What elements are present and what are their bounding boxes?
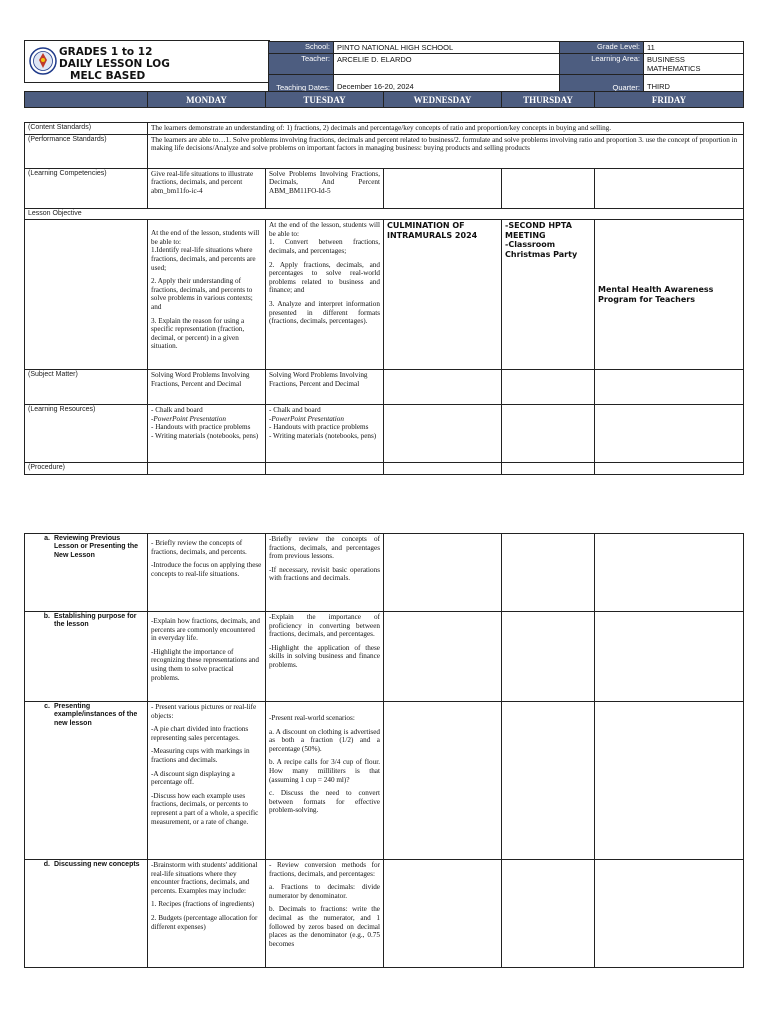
procedures-table bbox=[24, 533, 744, 968]
res-tue-2: -PowerPoint Presentation bbox=[269, 414, 344, 423]
subject-monday: Solving Word Problems Involving Fractions, Percent and Decimal bbox=[148, 370, 266, 405]
competencies-label: (Learning Competencies) bbox=[25, 168, 148, 208]
procedure-b-thursday bbox=[502, 612, 595, 702]
proc-d-tue-1: - Review conversion methods for fractions, decimals, and percentages: bbox=[269, 861, 380, 878]
proc-c-mon-5: -Discuss how each example uses fractions, decimals, or percents to represent a part of a whole, a specific measurement, or a rate of change. bbox=[151, 791, 259, 826]
res-mon-3: - Handouts with practice problems bbox=[151, 423, 251, 432]
proc-a-tue-1: -Briefly review the concepts of fractions, decimals, and percentages from previous lessons. bbox=[269, 535, 380, 561]
competency-monday: Give real-life situations to illustrate fractions, decimals, and percent abm_bm11fo-ic-4 bbox=[148, 168, 266, 208]
resources-thursday bbox=[502, 405, 595, 463]
procedure-c-letter: c. bbox=[44, 703, 50, 710]
proc-d-mon-3: 2. Budgets (percentage allocation for different expenses) bbox=[151, 913, 258, 931]
procedure-b-monday bbox=[148, 612, 266, 702]
procedure-a-monday bbox=[148, 534, 266, 612]
procedure-row-c bbox=[25, 702, 744, 860]
deped-seal-icon bbox=[29, 47, 57, 75]
proc-c-mon-1: - Present various pictures or real-life objects: bbox=[151, 703, 257, 720]
day-header-blank bbox=[25, 92, 148, 108]
procedure-c-monday bbox=[148, 702, 266, 860]
procedure-b-letter: b. bbox=[43, 613, 50, 620]
proc-d-mon-2: 1. Recipes (fractions of ingredients) bbox=[151, 900, 255, 909]
proc-d-mon-1: -Brainstorm with students' additional real-life situations where they encounter fractions, decimals, and percents. Examples may include: bbox=[151, 861, 258, 895]
procedure-a-letter: a. bbox=[44, 535, 50, 542]
procedure-row-d bbox=[25, 860, 744, 968]
procedure-b-text: Establishing purpose for the lesson bbox=[54, 613, 137, 629]
school-label: School: bbox=[269, 42, 334, 54]
content-standards-label: (Content Standards) bbox=[25, 123, 148, 135]
proc-a-mon-1: - Briefly review the concepts of fractions, decimals, and percents. bbox=[151, 539, 247, 556]
procedure-thursday bbox=[502, 463, 595, 475]
quarter-label: Quarter: bbox=[560, 75, 644, 93]
info-table bbox=[268, 41, 744, 93]
procedure-row-a bbox=[25, 534, 744, 612]
objective-tuesday bbox=[266, 220, 384, 370]
competency-friday bbox=[595, 168, 744, 208]
proc-b-mon-2: -Highlight the importance of recognizing these representations and using them to solve practical problems. bbox=[151, 647, 259, 682]
procedure-friday bbox=[595, 463, 744, 475]
res-mon-1: - Chalk and board bbox=[151, 406, 203, 415]
day-thursday: THURSDAY bbox=[502, 92, 595, 108]
proc-a-tue-2: -If necessary, revisit basic operations with fractions and decimals. bbox=[269, 565, 380, 583]
dates-value: December 16-20, 2024 bbox=[334, 75, 560, 93]
subject-thursday bbox=[502, 370, 595, 405]
competency-thursday bbox=[502, 168, 595, 208]
mental-health-text: Mental Health Awareness Program for Teachers bbox=[598, 285, 714, 304]
day-wednesday: WEDNESDAY bbox=[384, 92, 502, 108]
procedure-c-text: Presenting example/instances of the new lesson bbox=[54, 703, 138, 727]
procedure-b-label bbox=[25, 612, 148, 702]
teacher-value: ARCELIE D. ELARDO bbox=[334, 54, 560, 75]
objective-monday bbox=[148, 220, 266, 370]
performance-standards-label: (Performance Standards) bbox=[25, 134, 148, 168]
objective-mon-2: 2. Apply their understanding of fractions, decimals, and percents to solve problems in various contexts; and bbox=[151, 277, 253, 311]
procedure-a-text: Reviewing Previous Lesson or Presenting the New Lesson bbox=[54, 535, 139, 559]
proc-c-tue-1: -Present real-world scenarios: bbox=[269, 714, 355, 722]
objective-thursday bbox=[502, 220, 595, 370]
res-mon-2: -PowerPoint Presentation bbox=[151, 414, 226, 423]
title-box bbox=[24, 40, 270, 83]
competency-tuesday: Solve Problems Involving Fractions, Decimals, And Percent ABM_BM11FO-Id-5 bbox=[266, 168, 384, 208]
proc-b-tue-1: -Explain the importance of proficiency in converting between fractions, decimals, and percentages. bbox=[269, 613, 380, 639]
procedure-tuesday bbox=[266, 463, 384, 475]
title-line-3: MELC BASED bbox=[70, 70, 146, 82]
res-mon-4: - Writing materials (notebooks, pens) bbox=[151, 431, 259, 440]
procedure-d-thursday bbox=[502, 860, 595, 968]
objective-mon-1: At the end of the lesson, students will be able to: 1.Identify real-life situations where fractions, decimals, and percents are used; bbox=[151, 229, 260, 272]
performance-standards: The learners are able to…1. Solve problems involving fractions, decimals and percent related to business/2. formulate and solve problems involving ratio and proportion 3. use the concept of proportion in making life decisions/Analyze and solve problems on important factors in managing business: buying products and selling products bbox=[148, 134, 744, 168]
procedure-c-label bbox=[25, 702, 148, 860]
resources-label: (Learning Resources) bbox=[25, 405, 148, 463]
proc-d-tue-2: a. Fractions to decimals: divide numerator by denominator. bbox=[269, 883, 380, 900]
title-line-2: DAILY LESSON LOG bbox=[59, 58, 170, 70]
intramurals-text: CULMINATION OF INTRAMURALS 2024 bbox=[387, 221, 478, 240]
christmas-party-text: -Classroom Christmas Party bbox=[505, 240, 578, 259]
res-tue-3: - Handouts with practice problems bbox=[269, 423, 369, 432]
proc-c-mon-4: -A discount sign displaying a percentage off. bbox=[151, 769, 235, 787]
objective-tue-3: 3. Analyze and interpret information presented in different formats (fractions, decimals, percentages). bbox=[269, 299, 380, 326]
objective-wednesday bbox=[384, 220, 502, 370]
school-value: PINTO NATIONAL HIGH SCHOOL bbox=[334, 42, 560, 54]
res-tue-1: - Chalk and board bbox=[269, 406, 321, 415]
proc-a-mon-2: -Introduce the focus on applying these concepts to real-life situations. bbox=[151, 561, 262, 578]
procedure-d-label bbox=[25, 860, 148, 968]
grade-value: 11 bbox=[644, 42, 744, 54]
procedure-a-friday bbox=[595, 534, 744, 612]
area-label: Learning Area: bbox=[560, 54, 644, 75]
objective-friday bbox=[595, 220, 744, 370]
proc-b-tue-2: -Highlight the application of these skills in solving business and finance problems. bbox=[269, 643, 380, 669]
objective-mon-3: 3. Explain the reason for using a specific representation (fraction, decimal, or percent) in a given situation. bbox=[151, 316, 245, 351]
procedure-monday bbox=[148, 463, 266, 475]
quarter-value: THIRD bbox=[644, 75, 744, 93]
resources-friday bbox=[595, 405, 744, 463]
objective-tue-2: 2. Apply fractions, decimals, and percentages to solve real-world problems related to business and finance; and bbox=[269, 260, 380, 295]
grade-label: Grade Level: bbox=[560, 42, 644, 54]
procedure-c-wednesday bbox=[384, 702, 502, 860]
lesson-objective-label: Lesson Objective bbox=[25, 208, 744, 220]
procedure-d-letter: d. bbox=[43, 861, 50, 868]
area-value: BUSINESS MATHEMATICS bbox=[644, 54, 744, 75]
resources-wednesday bbox=[384, 405, 502, 463]
header bbox=[24, 40, 743, 92]
proc-b-mon-1: -Explain how fractions, decimals, and percents are commonly encountered in everyday life. bbox=[151, 617, 260, 643]
procedure-a-label bbox=[25, 534, 148, 612]
proc-c-tue-3: b. A recipe calls for 3/4 cup of flour. How many milliliters is that (assuming 1 cup = 240 ml)? bbox=[269, 758, 380, 784]
dates-label: Teaching Dates: bbox=[269, 75, 334, 93]
procedure-wednesday bbox=[384, 463, 502, 475]
lesson-table bbox=[24, 122, 744, 475]
res-tue-4: - Writing materials (notebooks, pens) bbox=[269, 431, 377, 440]
hpta-text: -SECOND HPTA MEETING bbox=[505, 221, 572, 240]
procedure-c-thursday bbox=[502, 702, 595, 860]
procedure-d-wednesday bbox=[384, 860, 502, 968]
day-monday: MONDAY bbox=[148, 92, 266, 108]
procedure-c-friday bbox=[595, 702, 744, 860]
procedure-a-thursday bbox=[502, 534, 595, 612]
subject-tuesday: Solving Word Problems Involving Fractions, Percent and Decimal bbox=[266, 370, 384, 405]
subject-wednesday bbox=[384, 370, 502, 405]
procedure-label: (Procedure) bbox=[25, 463, 148, 475]
procedure-d-tuesday bbox=[266, 860, 384, 968]
procedure-d-monday bbox=[148, 860, 266, 968]
proc-c-mon-2: -A pie chart divided into fractions representing sales percentages. bbox=[151, 725, 249, 742]
procedure-a-wednesday bbox=[384, 534, 502, 612]
title-line-1: GRADES 1 to 12 bbox=[59, 46, 153, 58]
day-header bbox=[24, 91, 744, 108]
proc-d-tue-3: b. Decimals to fractions: write the decimal as the numerator, and 1 followed by zeros based on decimal places as the denominator (e.g., 0.75 becomes bbox=[269, 905, 380, 948]
objective-side bbox=[25, 220, 148, 370]
subject-matter-label: (Subject Matter) bbox=[25, 370, 148, 405]
proc-c-tue-2: a. A discount on clothing is advertised as both a fraction (1/2) and a percentage (50%). bbox=[269, 727, 380, 753]
procedure-b-wednesday bbox=[384, 612, 502, 702]
content-standards: The learners demonstrate an understanding of: 1) fractions, 2) decimals and percentage/key concepts of ratio and proportion/key concepts in buying and selling. bbox=[148, 123, 744, 135]
objective-tue-1: At the end of the lesson, students will be able to: 1. Convert between fractions, decimals, and percentages; bbox=[269, 221, 380, 255]
procedure-b-tuesday bbox=[266, 612, 384, 702]
teacher-label: Teacher: bbox=[269, 54, 334, 75]
proc-c-mon-3: -Measuring cups with markings in fractions and decimals. bbox=[151, 747, 250, 764]
procedure-c-tuesday bbox=[266, 702, 384, 860]
day-tuesday: TUESDAY bbox=[266, 92, 384, 108]
subject-friday bbox=[595, 370, 744, 405]
procedure-row-b bbox=[25, 612, 744, 702]
procedure-a-tuesday bbox=[266, 534, 384, 612]
procedure-d-text: Discussing new concepts bbox=[54, 861, 140, 868]
day-friday: FRIDAY bbox=[595, 92, 744, 108]
proc-c-tue-4: c. Discuss the need to convert between formats for effective problem-solving. bbox=[269, 789, 380, 815]
procedure-d-friday bbox=[595, 860, 744, 968]
procedure-b-friday bbox=[595, 612, 744, 702]
competency-wednesday bbox=[384, 168, 502, 208]
resources-tuesday bbox=[266, 405, 384, 463]
resources-monday bbox=[148, 405, 266, 463]
